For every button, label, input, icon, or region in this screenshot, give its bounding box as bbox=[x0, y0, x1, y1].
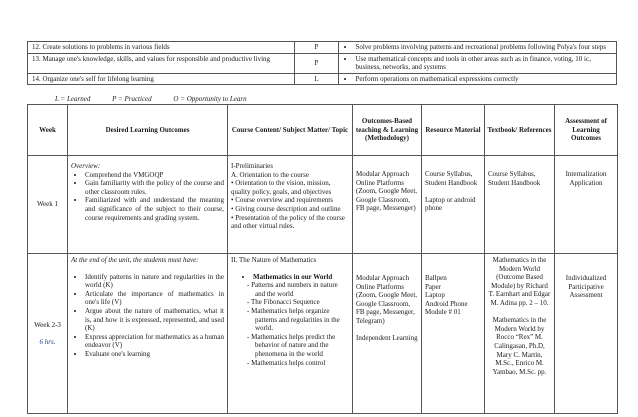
content-cell bbox=[228, 254, 353, 414]
list-item: • Gain familiarity with the policy of the course and other classroom rules. bbox=[85, 179, 224, 196]
list-item: - Mathematics helps control bbox=[255, 359, 349, 368]
outcome-level: P bbox=[294, 42, 339, 54]
learning-plan-table bbox=[27, 104, 618, 414]
textbook-cell bbox=[485, 156, 555, 254]
list-item: • Comprehend the VMGOQP bbox=[85, 171, 224, 180]
week-label: Week 1 bbox=[36, 200, 58, 209]
content-line: A. Orientation to the course bbox=[231, 170, 309, 179]
content-line: • Orientation to the vision, mission, quality policy, goals, and objectives bbox=[231, 179, 332, 196]
header-outcomes: Desired Learning Outcomes bbox=[68, 105, 228, 156]
header-assessment: Assessment of Learning Outcomes bbox=[555, 105, 618, 156]
list-item: - Patterns and numbers in nature and the world bbox=[255, 281, 349, 298]
outcome-level: L bbox=[294, 73, 339, 85]
table-row bbox=[28, 42, 617, 54]
program-outcome: 12. Create solutions to problems in various fields bbox=[28, 42, 295, 54]
resource-text: Course Syllabus, Student Handbook Laptop or android phone bbox=[425, 170, 478, 213]
week-label: Week 2-3 bbox=[34, 320, 61, 329]
assessment-text: Internalization Application bbox=[565, 170, 607, 187]
table-row bbox=[28, 53, 617, 73]
level-legend bbox=[55, 95, 267, 103]
course-outcome-cell bbox=[339, 73, 617, 85]
course-outcome-cell bbox=[339, 42, 617, 54]
list-item: • Argue about the nature of mathematics, what it is, and how it is expressed, represented, and used (K) bbox=[85, 307, 224, 333]
header-textbook: Textbook/ References bbox=[485, 105, 555, 156]
content-title: II. The Nature of Mathematics bbox=[231, 256, 317, 264]
list-item: • Articulate the importance of mathematics in one's life (V) bbox=[85, 290, 224, 307]
content-line: • Course overview and requirements bbox=[231, 196, 333, 205]
methodology-cell bbox=[353, 156, 422, 254]
table-row bbox=[28, 254, 618, 414]
list-item: • Evaluate one's learning bbox=[85, 350, 224, 359]
outcomes-intro: At the end of the unit, the students must have: bbox=[71, 256, 199, 264]
list-item: - Mathematics helps predict the behavior of nature and the phenomena in the world bbox=[255, 333, 349, 359]
resource-cell bbox=[422, 254, 485, 414]
outcomes-cell bbox=[68, 254, 228, 414]
legend-learned: L = Learned bbox=[55, 95, 91, 103]
program-outcome: 14. Organize one's self for lifelong learning bbox=[28, 73, 295, 85]
outcomes-intro: Overview: bbox=[71, 162, 101, 170]
assessment-cell bbox=[555, 156, 618, 254]
assessment-cell bbox=[555, 254, 618, 414]
list-item: • Identify patterns in nature and regularities in the world (K) bbox=[85, 273, 224, 290]
week-hours: 6 hrs. bbox=[39, 337, 56, 346]
header-row bbox=[28, 105, 618, 156]
list-item: • Familiarized with and understand the meaning and significance of the subject to their course, course requirements and grading system. bbox=[85, 196, 224, 222]
outcomes-cell bbox=[68, 156, 228, 254]
table-row bbox=[28, 156, 618, 254]
methodology-cell bbox=[353, 254, 422, 414]
program-outcome: 13. Manage one's knowledge, skills, and values for responsible and productive living bbox=[28, 53, 295, 73]
methodology-text: Modular Approach Online Platforms (Zoom, Google Meet, Google Classroom, FB page, Messenger, Telegram) Independent Learning bbox=[356, 274, 418, 343]
course-outcome-cell bbox=[339, 53, 617, 73]
textbook-text: Course Syllabus, Student Handbook bbox=[488, 170, 541, 187]
content-bold-item: • Mathematics in our World bbox=[253, 273, 349, 282]
week-cell bbox=[28, 254, 68, 414]
textbook-text: Mathematics in the Modern World (Outcome Based Module) by Richard T. Earnhart and Edgar M. Adina pp. 2 – 10. Mathematics in the Modern World by Rocco “Rex” M. Calingasan, Ph.D, Mary C. Martin, M.Sc., Enrico M. Yambao, M.Sc. pp. bbox=[488, 256, 551, 376]
list-item: - Mathematics helps organize patterns and regularities in the world. bbox=[255, 307, 349, 333]
outcome-level: P bbox=[294, 53, 339, 73]
content-line: • Giving course description and outline bbox=[231, 204, 341, 213]
content-line: • Presentation of the policy of the course and other virtual rules. bbox=[231, 213, 345, 231]
list-item: • Use mathematical concepts and tools in other areas such as in finance, voting, 10 ic, business, networks, and systems bbox=[355, 55, 612, 72]
header-content: Course Content/ Subject Matter/ Topic bbox=[228, 105, 353, 156]
legend-practiced: P = Practiced bbox=[112, 95, 152, 103]
content-cell bbox=[228, 156, 353, 254]
header-resource: Resource Material bbox=[422, 105, 485, 156]
outcomes-table-continued bbox=[27, 41, 617, 85]
resource-text: Ballpen Paper Laptop Android Phone Module # 01 bbox=[425, 274, 468, 317]
list-item: - The Fibonacci Sequence bbox=[255, 298, 349, 307]
list-item: • Express appreciation for mathematics as a human endeavor (V) bbox=[85, 333, 224, 350]
header-methodology: Outcomes-Based teaching & Learning (Methodology) bbox=[353, 105, 422, 156]
header-week: Week bbox=[28, 105, 68, 156]
list-item: • Perform operations on mathematical expressions correctly bbox=[355, 75, 612, 84]
assessment-text: Individualized Participative Assessment bbox=[565, 274, 607, 300]
list-item: • Solve problems involving patterns and recreational problems following Polya's four steps bbox=[355, 43, 612, 52]
textbook-cell bbox=[485, 254, 555, 414]
week-cell bbox=[28, 156, 68, 254]
legend-opportunity: O = Opportunity to Learn bbox=[173, 95, 247, 103]
methodology-text: Modular Approach Online Platforms (Zoom, Google Meet, Google Classroom, FB page, Messenger) bbox=[356, 170, 418, 213]
content-title: I-Preliminaries bbox=[231, 162, 273, 170]
table-row bbox=[28, 73, 617, 85]
resource-cell bbox=[422, 156, 485, 254]
